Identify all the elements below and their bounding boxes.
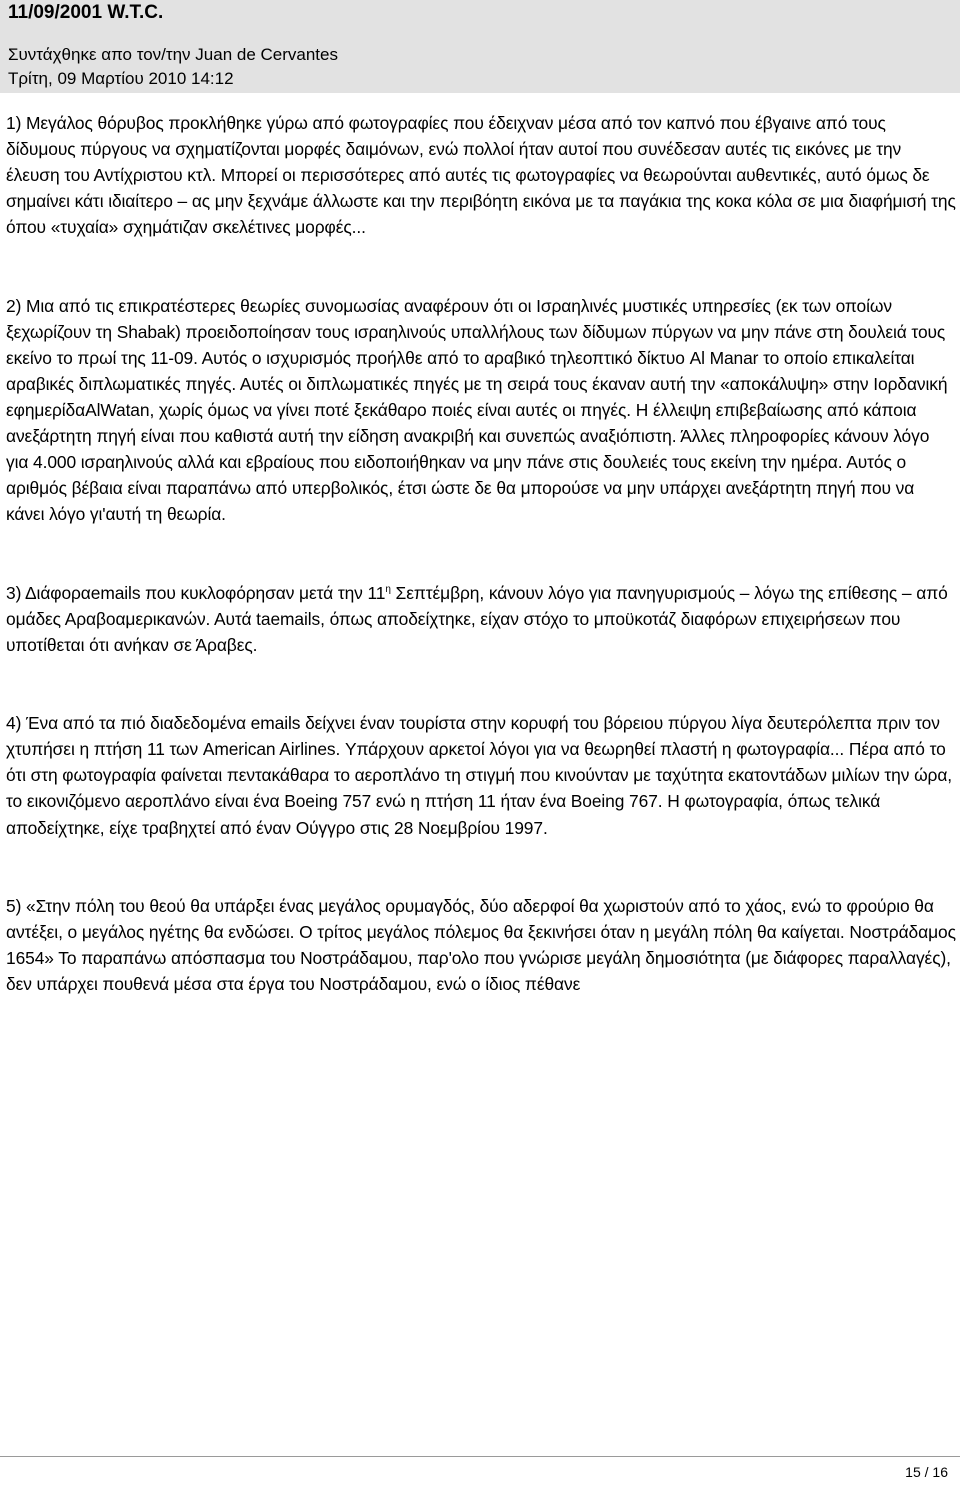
paragraph-3-rest: Σεπτέμβρη, κάνουν λόγο για πανηγυρισμούς – λόγω της επίθεσης – από ομάδες Αραβοαμερικανών. Αυτά taemails, όπως αποδείχτηκε, είχαν στόχο το μποϋκοτάζ διαφόρων επιχειρήσεων που υποτίθεται ότι ανήκαν σε Άραβες.	[6, 582, 948, 655]
ordinal-superscript: η	[385, 583, 391, 595]
paragraph-4: 4) Ένα από τα πιό διαδεδομένα emails δείχνει έναν τουρίστα στην κορυφή του βόρειου πύργου λίγα δευτερόλεπτα πριν τον χτυπήσει η πτήση 11 των American Airlines. Υπάρχουν αρκετοί λόγοι για να θεωρηθεί πλαστή η φωτογραφία... Πέρα από το ότι στη φωτογραφία φαίνεται πεντακάθαρα το αεροπλάνο τη στιγμή που κινούνταν με ταχύτητα εκατοντάδων μιλίων την ώρα, το εικονιζόμενο αεροπλάνο είναι ένα Boeing 757 ενώ η πτήση 11 ήταν ένα Boeing 767. Η φωτογραφία, όπως τελικά αποδείχτηκε, είχε τραβηχτεί από έναν Ούγγρο στις 28 Νοεμβρίου 1997.	[6, 713, 953, 838]
date-line: Τρίτη, 09 Μαρτίου 2010 14:12	[8, 69, 234, 88]
author-line: Συντάχθηκε απο τον/την Juan de Cervantes	[8, 45, 338, 64]
paragraph-1: 1) Μεγάλος θόρυβος προκλήθηκε γύρω από φωτογραφίες που έδειχναν μέσα από τον καπνό που έβγαινε από τους δίδυμους πύργους να σχηματίζονται μορφές δαιμόνων, ενώ πολλοί ήταν αυτοί που συνέδεσαν αυτές τις εικόνες με την έλευση του Αντίχριστου κτλ. Μπορεί οι περισσότερες από αυτές τις φωτογραφίες να θεωρούνται αυθεντικές, αυτό όμως δε σημαίνει κάτι ιδιαίτερο – ας μην ξεχνάμε άλλωστε και την περιβόητη εικόνα με τα παγάκια της κοκα κόλα σε μια διαφήμισή της όπου «τυχαία» σχημάτιζαν σκελέτινες μορφές...	[6, 113, 956, 238]
footer-divider	[0, 1456, 960, 1457]
paragraph-2: 2) Μια από τις επικρατέστερες θεωρίες συνομωσίας αναφέρουν ότι οι Ισραηλινές μυστικές υπηρεσίες (εκ των οποίων ξεχωρίζουν τη Shabak) προειδοποίησαν τους ισραηλινούς υπαλλήλους των δίδυμων πύργων να μην πάνε στη δουλειά τους εκείνο το πρωί της 11-09. Αυτός ο ισχυρισμός προήλθε από το αραβικό τηλεοπτικό δίκτυο Al Manar το οποίο επικαλείται αραβικές διπλωματικές πηγές. Αυτές οι διπλωματικές πηγές με τη σειρά τους έκαναν αυτή την «αποκάλυψη» στην Ιορδανική εφημερίδαAlWatan, χωρίς όμως να γίνει ποτέ ξεκάθαρο ποιές είναι αυτές οι πηγές. Η έλλειψη επιβεβαίωσης από κάποια ανεξάρτητη πηγή είναι που καθιστά αυτή την είδηση ανακριβή και συνεπώς αναξιόπιστη. Άλλες πληροφορίες κάνουν λόγο για 4.000 ισραηλινούς αλλά και εβραίους που ειδοποιήθηκαν να μην πάνε στις δουλειές τους εκείνη την ημέρα. Αυτός ο αριθμός βέβαια είναι παραπάνω από υπερβολικός, έτσι ώστε δε θα μπορούσε να μην υπάρχει ανεξάρτητη πηγή που να κάνει λόγο γι'αυτή τη θεωρία.	[6, 295, 948, 525]
paragraph-3	[6, 580, 956, 658]
paragraph-3-lead: 3) Διάφοραemails που κυκλοφόρησαν μετά την 11	[6, 582, 386, 603]
article-body	[6, 110, 956, 997]
document-header	[0, 0, 960, 93]
paragraph-5: 5) «Στην πόλη του θεού θα υπάρξει ένας μεγάλος ορυμαγδός, δύο αδερφοί θα χωριστούν από το χάος, ενώ το φρούριο θα αντέξει, ο μεγάλος ηγέτης θα ενδώσει. Ο τρίτος μεγάλος πόλεμος θα ξεκινήσει όταν η μεγάλη πόλη θα καίγεται. Νοστράδαμος 1654» Το παραπάνω απόσπασμα του Νοστράδαμου, παρ'ολο που γνώρισε μεγάλη δημοσιότητα (με διάφορες παραλλαγές), δεν υπάρχει πουθενά μέσα στα έργα του Νοστράδαμου, ενώ ο ίδιος πέθανε	[6, 895, 956, 995]
article-title: 11/09/2001 W.T.C.	[8, 2, 164, 23]
page-number: 15 / 16	[905, 1464, 948, 1480]
